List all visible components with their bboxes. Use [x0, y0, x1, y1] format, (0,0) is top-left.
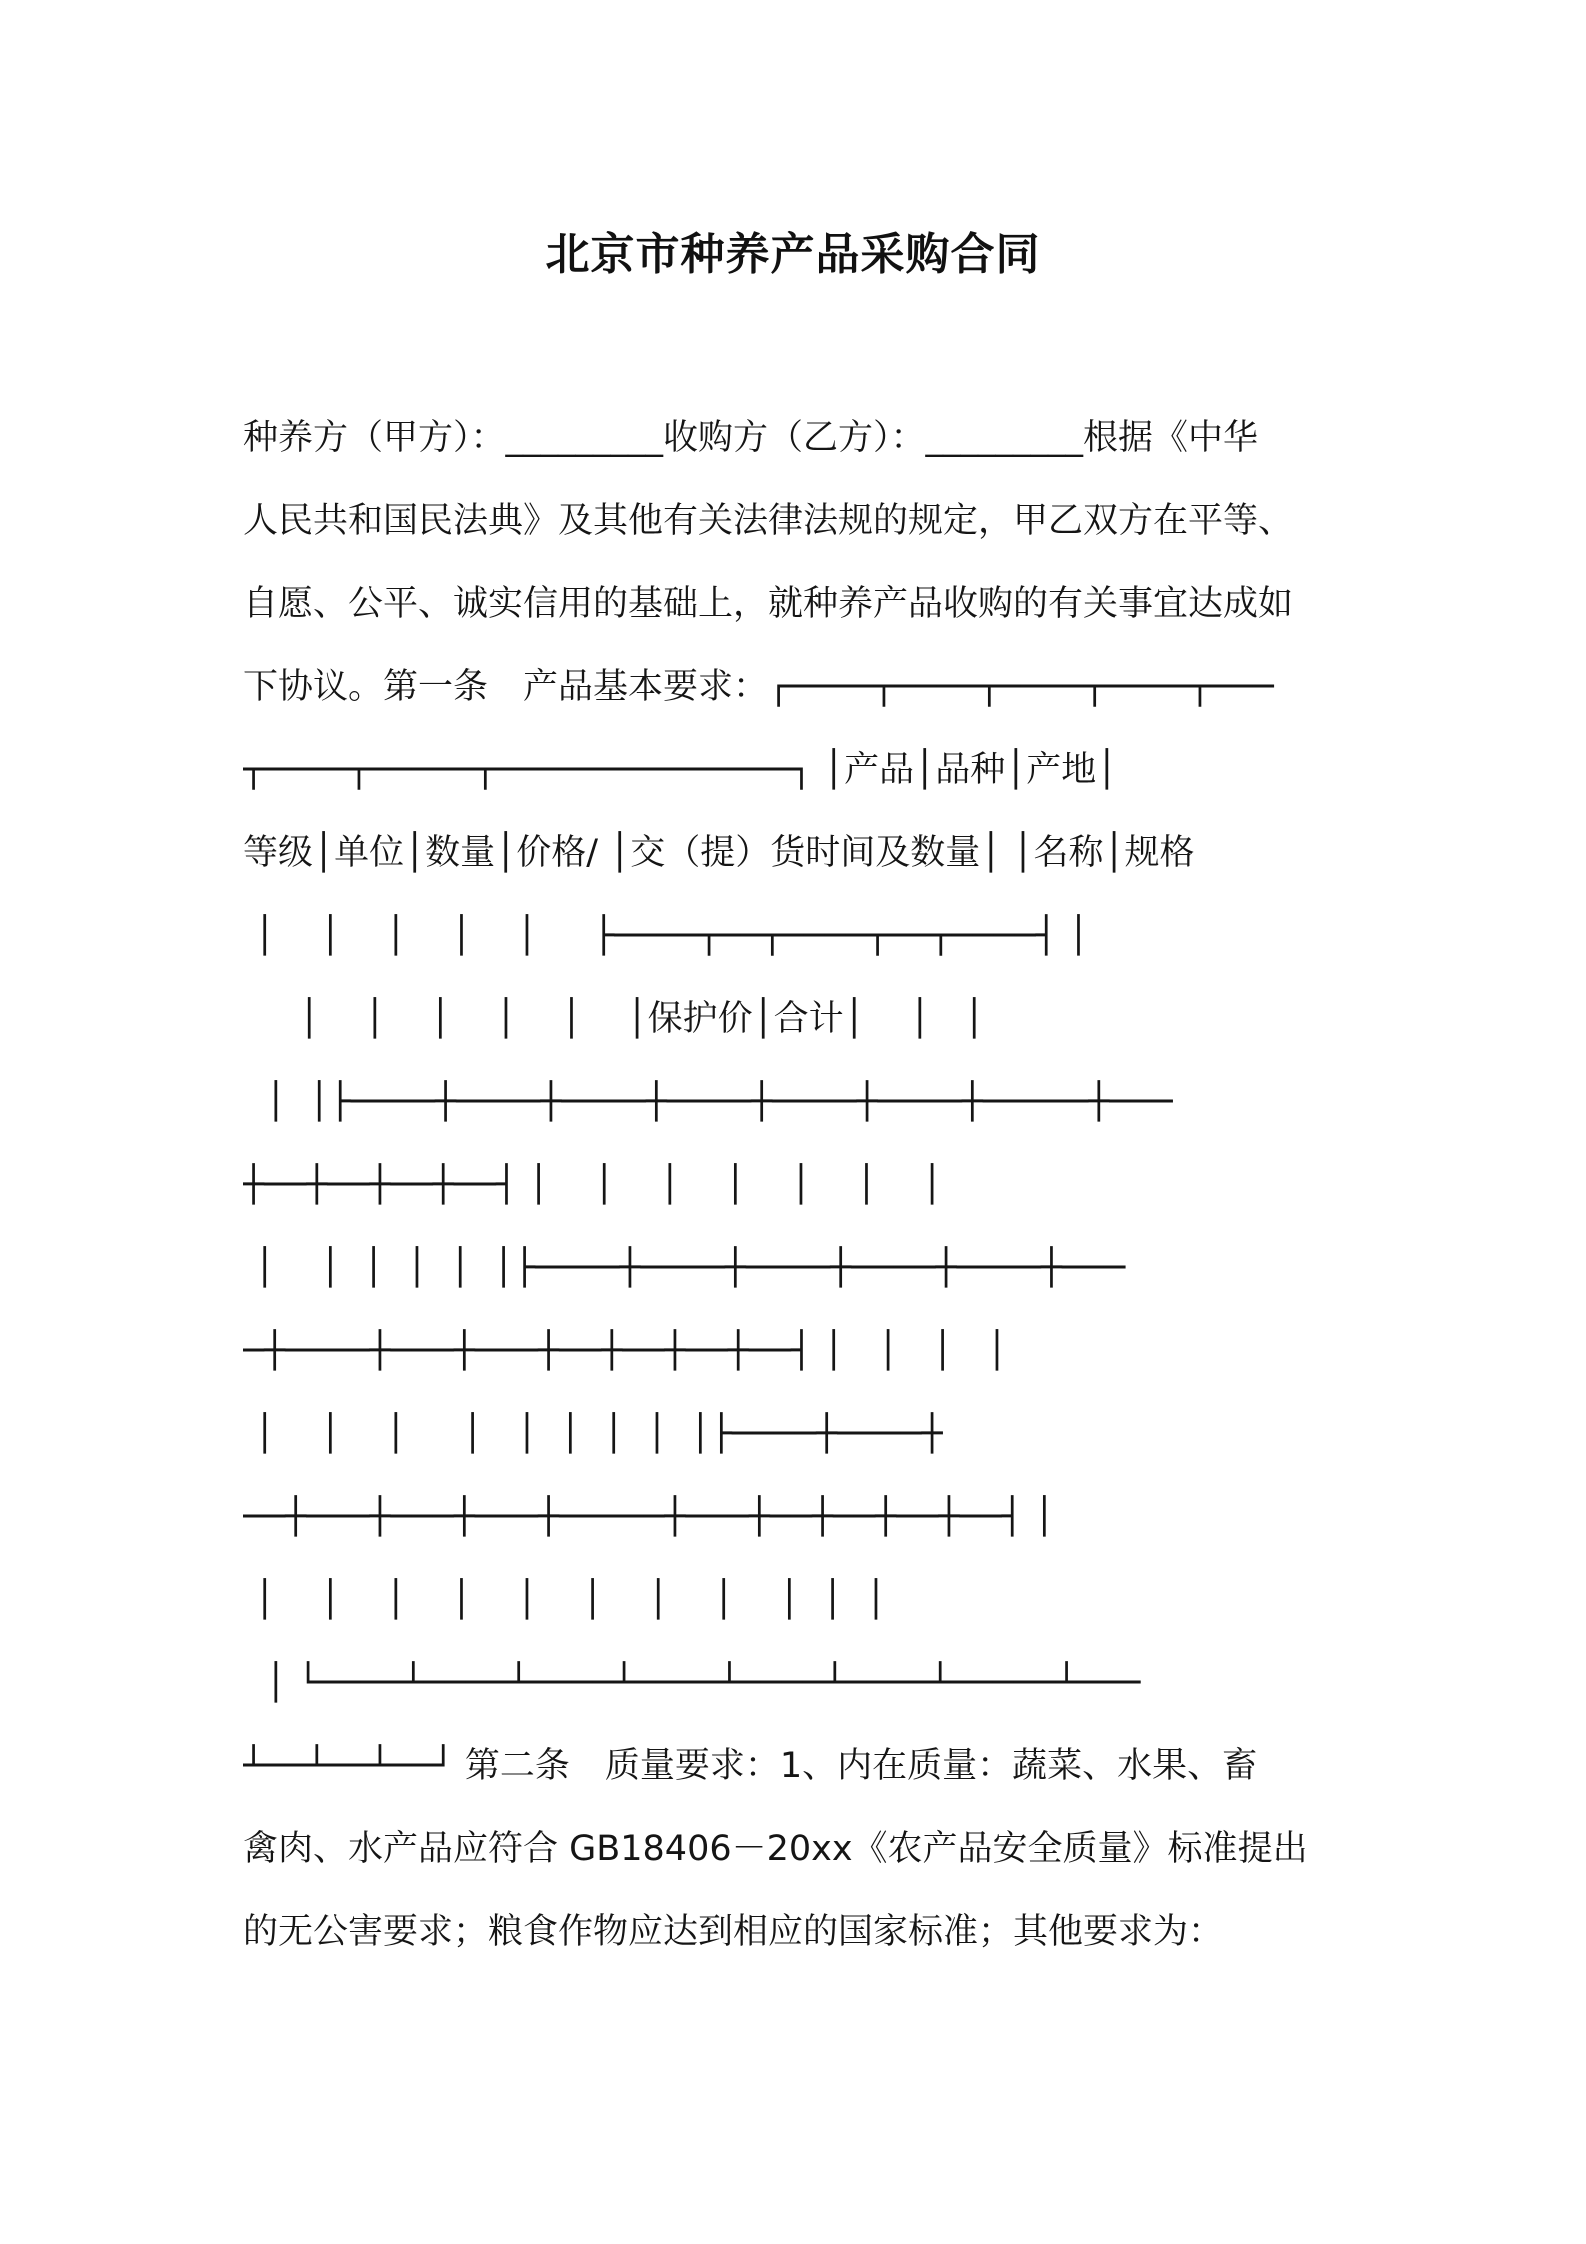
text-line-3: 自愿、公平、诚实信用的基础上，就种养产品收购的有关事宜达成如: [243, 584, 1294, 624]
text-line-8: │ │ │ │ │ │保护价│合计│ │ │: [243, 999, 985, 1039]
text-line-14: ──┼───┼───┼───┼─────┼───┼──┼──┼──┼──┤ │: [243, 1497, 1055, 1537]
text-line-13: │ │ │ │ │ │ │ │ │├────┼────┼: [243, 1414, 943, 1454]
text-line-2: 人民共和国民法典》及其他有关法律法规的规定，甲乙双方在平等、: [243, 501, 1294, 541]
text-line-7: │ │ │ │ │ ├────┬──┬────┬──┬────┤ │: [243, 916, 1089, 956]
text-line-1: 种养方（甲方）：_________收购方（乙方）：_________根据《中华: [243, 418, 1259, 458]
text-line-9: │ │├────┼────┼────┼────┼────┼────┼─────┼───: [243, 1082, 1173, 1122]
page-title: 北京市种养产品采购合同: [545, 229, 1041, 280]
text-line-4: 下协议。第一条 产品基本要求：┌────┬────┬────┬────┬───: [243, 667, 1274, 707]
text-line-12: ─┼────┼───┼───┼──┼──┼──┼──┤ │ │ │ │: [243, 1331, 1008, 1371]
text-line-11: │ │ │ │ │ │├────┼────┼────┼────┼────┼───: [243, 1248, 1126, 1288]
text-line-15: │ │ │ │ │ │ │ │ │ │ │: [243, 1580, 887, 1620]
text-line-5: ┬────┬─────┬──────────────┐ │产品│品种│产地│: [243, 750, 1118, 790]
text-line-10: ┼──┼──┼──┼──┤ │ │ │ │ │ │ │: [243, 1165, 943, 1205]
text-line-18: 禽肉、水产品应符合 GB18406－20xx《农产品安全质量》标准提出: [243, 1829, 1308, 1869]
text-line-19: 的无公害要求；粮食作物应达到相应的国家标准；其他要求为：: [243, 1912, 1224, 1952]
text-line-17: ┴──┴──┴──┘ 第二条 质量要求：1、内在质量：蔬菜、水果、畜: [243, 1746, 1258, 1786]
text-line-16: │ └────┴────┴────┴────┴────┴────┴─────┴───: [243, 1663, 1141, 1703]
text-line-6: 等级│单位│数量│价格/ │交（提）货时间及数量│ │名称│规格: [243, 833, 1195, 873]
